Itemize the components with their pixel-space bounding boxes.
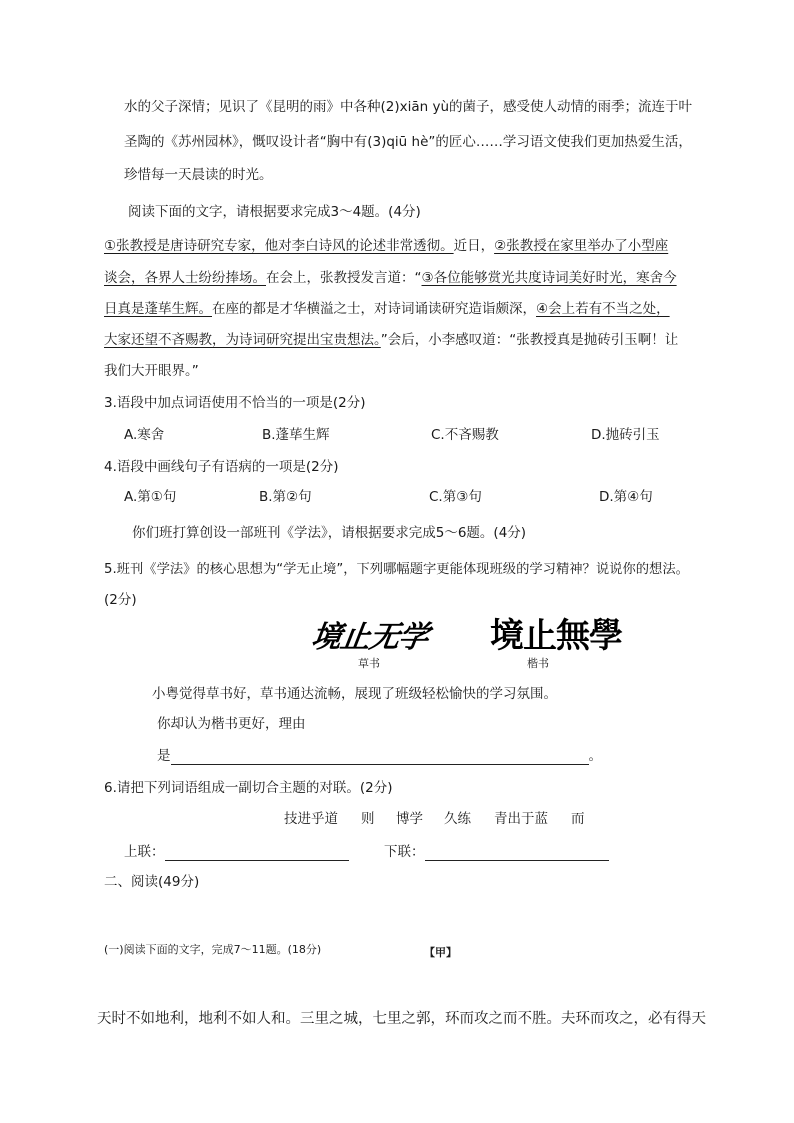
answer-start: 是 (157, 748, 171, 764)
q6-word-1: 技进乎道 (284, 811, 338, 827)
intro-line-2: 圣陶的《苏州园林》，慨叹设计者“胸中有(3)qiū hè”的匠心……学习语文使我们更加热爱生活， (124, 134, 692, 150)
sentence-2: ②张教授在家里举办了小型座 (494, 238, 669, 254)
reading1-tag: 【甲】 (424, 946, 457, 959)
q4-option-a: A.第①句 (124, 489, 177, 505)
lower-couplet-row (384, 843, 609, 861)
passage-text: 在座的都是才华横溢之士，对诗词诵读研究造诣颇深， (212, 301, 536, 317)
q5-stem: 5.班刊《学法》的核心思想为“学无止境”，下列哪幅题字更能体现班级的学习精神？说说你的想法。 (104, 562, 689, 577)
sentence-3-cont: 日真是蓬荜生辉。 (104, 301, 212, 317)
sentence-4-cont: 大家还望不吝赐教，为诗词研究提出宝贵想法。 (104, 332, 381, 348)
q3-option-b: B.蓬荜生辉 (262, 427, 330, 443)
regular-calligraphy-image: 境止無學 (490, 616, 622, 656)
q4-option-c: C.第③句 (429, 489, 482, 505)
intro-line-1: 水的父子深情；见识了《昆明的雨》中各种(2)xiān yù的菌子，感受使人动情的雨季；流连于叶 (124, 99, 693, 115)
reading1-text: 天时不如地利，地利不如人和。三里之城，七里之郭，环而攻之而不胜。夫环而攻之，必有得天 (97, 1011, 706, 1027)
passage-text: 在会上，张教授发言道：“ (266, 270, 422, 286)
sentence-3: ③各位能够赏光共度诗词美好时光，寒舍今 (421, 270, 677, 286)
reading1-prompt: (一)阅读下面的文字，完成7～11题。(18分) (104, 943, 322, 956)
cursive-calligraphy-image: 境止无学 (309, 620, 430, 655)
passage-text: 近日， (453, 238, 495, 254)
lower-couplet-blank[interactable] (425, 846, 609, 861)
passage-line-4 (104, 331, 678, 349)
q4-stem: 4.语段中画线句子有语病的一项是(2分) (104, 459, 339, 475)
upper-couplet-label: 上联： (124, 844, 165, 860)
q6-word-4: 久练 (444, 811, 471, 827)
passage-line-2 (104, 269, 677, 287)
passage-line-5: 我们大开眼界。” (104, 363, 199, 379)
q3-option-a: A.寒舍 (124, 427, 165, 443)
q5-answer-line (157, 747, 602, 765)
q5-score: (2分) (104, 592, 137, 608)
q4-option-d: D.第④句 (599, 489, 653, 505)
caption-regular: 楷书 (527, 657, 549, 670)
caption-cursive: 草书 (358, 657, 380, 670)
q3-option-d: D.抛砖引玉 (591, 427, 660, 443)
answer-blank[interactable] (171, 750, 589, 765)
section-b-prompt: 你们班打算创设一部班刊《学法》，请根据要求完成5～6题。(4分) (132, 525, 527, 541)
sentence-2-cont: 谈会，各界人士纷纷捧场。 (104, 270, 266, 286)
q6-word-3: 博学 (396, 811, 423, 827)
q6-stem: 6.请把下列词语组成一副切合主题的对联。(2分) (104, 780, 393, 796)
upper-couplet-row (124, 843, 349, 861)
passage-line-3 (104, 300, 670, 318)
q5-line-1: 小粤觉得草书好，草书通达流畅，展现了班级轻松愉快的学习氛围。 (152, 686, 557, 702)
upper-couplet-blank[interactable] (165, 846, 349, 861)
q5-line-2: 你却认为楷书更好，理由 (157, 716, 306, 732)
answer-end: 。 (588, 748, 602, 764)
section-a-prompt: 阅读下面的文字，请根据要求完成3～4题。(4分) (128, 204, 421, 220)
q3-stem: 3.语段中加点词语使用不恰当的一项是(2分) (104, 395, 366, 411)
intro-line-3: 珍惜每一天晨读的时光。 (124, 167, 273, 183)
lower-couplet-label: 下联： (384, 844, 425, 860)
q4-option-b: B.第②句 (259, 489, 312, 505)
q3-option-c: C.不吝赐教 (431, 427, 499, 443)
passage-line-1 (104, 237, 668, 255)
q6-word-6: 而 (571, 811, 585, 827)
sentence-1: ①张教授是唐诗研究专家，他对李白诗风的论述非常透彻。 (104, 238, 454, 254)
sentence-4: ④会上若有不当之处， (536, 301, 670, 317)
q6-word-2: 则 (361, 811, 375, 827)
q6-word-5: 青出于蓝 (494, 811, 548, 827)
passage-text: ”会后，小李感叹道：“张教授真是抛砖引玉啊！让 (380, 332, 679, 348)
part2-heading: 二、阅读(49分) (104, 874, 200, 890)
